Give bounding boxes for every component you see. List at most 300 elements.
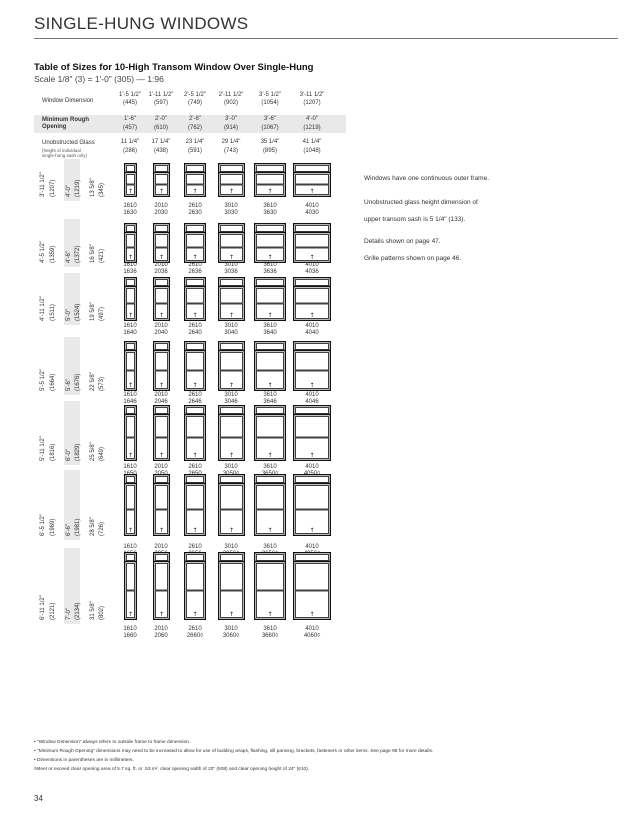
upper-sash <box>220 289 242 304</box>
window-code-width: 2610 <box>188 464 202 470</box>
row-glass-height: 16 5/8" <box>90 244 96 263</box>
transom-sash <box>126 166 134 172</box>
upper-sash <box>257 175 284 185</box>
window-elevation <box>184 405 206 461</box>
window-elevation <box>184 223 206 263</box>
window-code-width: 2610 <box>188 544 202 550</box>
row-glass-height-mm: (649) <box>99 446 105 461</box>
window-code-height: 3040 <box>224 330 238 336</box>
window-code-width: 3610 <box>263 323 277 329</box>
window-code-height: 3630 <box>263 210 277 216</box>
transom-sash <box>257 226 284 232</box>
window-code-height: 4060◊ <box>303 633 321 639</box>
footnote-millimeters: • Dimensions in parentheses are in millimeters. <box>34 758 134 763</box>
window-code-height: 3030 <box>224 210 238 216</box>
window-elevation <box>124 277 137 321</box>
window-code-height: 3636 <box>263 269 277 275</box>
unobstructed-glass-label: Unobstructed Glass <box>42 140 95 146</box>
window-elevation <box>254 277 286 321</box>
window-code-width: 3610 <box>263 464 277 470</box>
transom-sash <box>155 555 167 561</box>
col-rough-opening: 4'-0" <box>306 116 318 122</box>
row-window-dim-mm: (1511) <box>50 304 56 321</box>
row-rough-opening-mm: (1219) <box>75 179 81 197</box>
window-code-width: 4010 <box>305 544 319 550</box>
window-code-height: 4036 <box>305 269 319 275</box>
window-code-height: 2660◊ <box>186 633 204 639</box>
col-glass-height-mm: (743) <box>223 148 238 154</box>
window-code-width: 2610 <box>188 203 202 209</box>
operation-arrow-icon: ↑ <box>309 527 315 534</box>
upper-sash <box>257 353 284 371</box>
upper-sash <box>126 175 134 185</box>
window-code-height: 3640 <box>263 330 277 336</box>
transom-sash <box>220 408 242 414</box>
note-details-page: Details shown on page 47. <box>364 238 441 245</box>
window-code-width: 3610 <box>263 203 277 209</box>
window-code-width: 2010 <box>154 544 168 550</box>
row-glass-height-mm: (726) <box>99 521 105 536</box>
window-code-height: 2046 <box>154 399 168 405</box>
row-glass-height-mm: (497) <box>99 306 105 321</box>
window-elevation <box>124 341 137 391</box>
window-elevation <box>254 405 286 461</box>
operation-arrow-icon: ↑ <box>127 312 133 319</box>
row-window-dim-mm: (1816) <box>50 443 56 461</box>
row-rough-opening-mm: (1829) <box>75 443 81 461</box>
note-grille-page: Grille patterns shown on page 46. <box>364 255 462 262</box>
window-code-height: 3046 <box>224 399 238 405</box>
window-code-width: 3010 <box>224 464 238 470</box>
window-code-width: 1610 <box>123 544 137 550</box>
col-glass-height-mm: (286) <box>122 148 137 154</box>
window-elevation <box>293 341 331 391</box>
col-window-dim: 2'-11 1/2" <box>218 92 244 98</box>
row-rough-opening-mm: (1981) <box>75 518 81 536</box>
transom-sash <box>257 477 284 483</box>
row-rough-opening-mm: (2134) <box>75 602 81 620</box>
row-glass-height: 25 5/8" <box>90 442 96 461</box>
transom-sash <box>257 166 284 172</box>
page-number: 34 <box>34 794 43 803</box>
row-glass-height: 13 5/8" <box>90 178 96 197</box>
window-elevation <box>124 405 137 461</box>
row-window-dim-mm: (1359) <box>50 245 56 263</box>
row-glass-height-mm: (573) <box>99 376 105 391</box>
window-code-width: 2010 <box>154 626 168 632</box>
window-code-width: 2610 <box>188 262 202 268</box>
footnote-window-dimension: • "Window Dimension" always refers to outside frame to frame dimension. <box>34 740 191 745</box>
transom-sash <box>126 280 134 286</box>
window-elevation <box>153 277 170 321</box>
window-code-height: 3060◊ <box>222 633 240 639</box>
window-code-width: 2610 <box>188 626 202 632</box>
operation-arrow-icon: ↑ <box>127 382 133 389</box>
window-code-width: 3610 <box>263 626 277 632</box>
window-elevation <box>124 223 137 263</box>
upper-sash <box>155 564 167 591</box>
operation-arrow-icon: ↑ <box>192 382 198 389</box>
col-glass-height-mm: (1048) <box>303 148 321 154</box>
window-elevation <box>218 552 245 620</box>
operation-arrow-icon: ↑ <box>127 527 133 534</box>
note-glass-height-1: Unobstructed glass height dimension of <box>364 199 478 206</box>
upper-sash <box>220 235 242 248</box>
window-elevation <box>293 277 331 321</box>
window-code-width: 2010 <box>154 392 168 398</box>
upper-sash <box>126 564 134 591</box>
col-rough-opening-mm: (1219) <box>303 125 321 131</box>
operation-arrow-icon: ↑ <box>309 254 315 261</box>
window-code-width: 3610 <box>263 262 277 268</box>
window-elevation <box>184 277 206 321</box>
transom-sash <box>220 226 242 232</box>
transom-sash <box>187 477 204 483</box>
transom-sash <box>296 226 329 232</box>
window-code-height: 1636 <box>123 269 137 275</box>
upper-sash <box>257 564 284 591</box>
window-code-width: 3610 <box>263 544 277 550</box>
row-rough-opening: 7'-0" <box>66 608 72 620</box>
window-elevation <box>153 223 170 263</box>
window-code-width: 4010 <box>305 392 319 398</box>
operation-arrow-icon: ↑ <box>158 452 164 459</box>
window-code-height: 2040 <box>154 330 168 336</box>
row-window-dim: 4'-5 1/2" <box>40 241 46 263</box>
window-elevation <box>218 405 245 461</box>
col-window-dim-mm: (597) <box>153 100 168 106</box>
row-glass-height-mm: (802) <box>99 605 105 620</box>
window-elevation <box>124 474 137 536</box>
row-window-dim: 3'-11 1/2" <box>40 172 46 197</box>
col-glass-height-mm: (438) <box>153 148 168 154</box>
operation-arrow-icon: ↑ <box>158 188 164 195</box>
upper-sash <box>155 353 167 371</box>
window-code-height: 3646 <box>263 399 277 405</box>
transom-sash <box>257 344 284 350</box>
operation-arrow-icon: ↑ <box>309 188 315 195</box>
upper-sash <box>187 564 204 591</box>
window-code-height: 2640 <box>188 330 202 336</box>
window-code-height: 2060 <box>154 633 168 639</box>
transom-sash <box>187 226 204 232</box>
operation-arrow-icon: ↑ <box>127 188 133 195</box>
upper-sash <box>155 417 167 438</box>
window-code-width: 2610 <box>188 323 202 329</box>
operation-arrow-icon: ↑ <box>127 452 133 459</box>
operation-arrow-icon: ↑ <box>158 611 164 618</box>
col-glass-height: 41 1/4" <box>302 139 322 145</box>
transom-sash <box>257 408 284 414</box>
window-elevation <box>254 552 286 620</box>
window-elevation <box>293 405 331 461</box>
operation-arrow-icon: ↑ <box>267 188 273 195</box>
transom-sash <box>155 226 167 232</box>
window-elevation <box>153 474 170 536</box>
col-glass-height: 17 1/4" <box>151 139 171 145</box>
window-elevation <box>293 163 331 197</box>
window-code-width: 4010 <box>305 262 319 268</box>
row-glass-height: 28 5/8" <box>90 517 96 536</box>
col-window-dim-mm: (445) <box>122 100 137 106</box>
row-glass-height-mm: (421) <box>99 248 105 263</box>
operation-arrow-icon: ↑ <box>267 382 273 389</box>
window-code-width: 1610 <box>123 626 137 632</box>
row-window-dim-mm: (1207) <box>50 179 56 197</box>
window-elevation <box>153 341 170 391</box>
window-code-width: 3010 <box>224 626 238 632</box>
operation-arrow-icon: ↑ <box>127 611 133 618</box>
window-code-height: 2646 <box>188 399 202 405</box>
window-code-width: 2610 <box>188 392 202 398</box>
row-rough-opening: 6'-0" <box>66 449 72 461</box>
window-code-height: 2636 <box>188 269 202 275</box>
transom-sash <box>126 408 134 414</box>
col-rough-opening-mm: (762) <box>187 125 202 131</box>
window-elevation <box>218 277 245 321</box>
row-window-dim-mm: (1664) <box>50 373 56 391</box>
window-code-width: 2010 <box>154 203 168 209</box>
window-elevation <box>124 163 137 197</box>
transom-sash <box>187 555 204 561</box>
operation-arrow-icon: ↑ <box>309 611 315 618</box>
operation-arrow-icon: ↑ <box>228 611 234 618</box>
window-code-width: 1610 <box>123 464 137 470</box>
operation-arrow-icon: ↑ <box>158 312 164 319</box>
col-window-dim-mm: (1054) <box>261 100 279 106</box>
window-code-height: 2630 <box>188 210 202 216</box>
window-code-width: 3610 <box>263 392 277 398</box>
upper-sash <box>296 564 329 591</box>
window-elevation <box>153 405 170 461</box>
transom-sash <box>296 408 329 414</box>
col-window-dim-mm: (902) <box>223 100 238 106</box>
row-rough-opening-mm: (1676) <box>75 373 81 391</box>
window-dimension-label: Window Dimension <box>42 98 94 104</box>
transom-sash <box>126 477 134 483</box>
col-window-dim: 2'-5 1/2" <box>184 92 206 98</box>
upper-sash <box>187 175 204 185</box>
window-code-height: 4030 <box>305 210 319 216</box>
window-code-width: 3010 <box>224 323 238 329</box>
col-window-dim: 3'-5 1/2" <box>259 92 281 98</box>
col-window-dim: 1'-11 1/2" <box>148 92 174 98</box>
transom-sash <box>296 344 329 350</box>
transom-sash <box>155 166 167 172</box>
window-elevation <box>218 474 245 536</box>
col-window-dim-mm: (1207) <box>303 100 321 106</box>
upper-sash <box>296 235 329 248</box>
col-window-dim-mm: (749) <box>187 100 202 106</box>
operation-arrow-icon: ↑ <box>192 611 198 618</box>
window-code-height: 1660 <box>123 633 137 639</box>
col-glass-height-mm: (591) <box>187 148 202 154</box>
upper-sash <box>126 289 134 304</box>
row-window-dim: 5'-11 1/2" <box>40 436 46 461</box>
col-window-dim: 1'-5 1/2" <box>119 92 141 98</box>
col-rough-opening-mm: (914) <box>223 125 238 131</box>
col-glass-height: 35 1/4" <box>260 139 280 145</box>
row-glass-height: 19 5/8" <box>90 302 96 321</box>
unobstructed-glass-sub1: (height of individual <box>42 148 81 153</box>
transom-sash <box>187 166 204 172</box>
row-rough-opening-mm: (1372) <box>75 245 81 263</box>
transom-sash <box>296 477 329 483</box>
upper-sash <box>126 417 134 438</box>
col-rough-opening-mm: (610) <box>153 125 168 131</box>
upper-sash <box>296 175 329 185</box>
window-elevation <box>124 552 137 620</box>
operation-arrow-icon: ↑ <box>267 452 273 459</box>
footnote-rough-opening: • "Minimum Rough Opening" dimensions may need to be increased to allow for use of building wraps, flashing, sill panning, brackets, fasteners or other items. See page 98 for more details. <box>34 749 434 754</box>
upper-sash <box>187 289 204 304</box>
window-elevation <box>293 474 331 536</box>
row-glass-height: 22 5/8" <box>90 372 96 391</box>
operation-arrow-icon: ↑ <box>192 312 198 319</box>
upper-sash <box>296 417 329 438</box>
row-window-dim: 5'-5 1/2" <box>40 369 46 391</box>
window-code-width: 2010 <box>154 464 168 470</box>
window-code-width: 3010 <box>224 392 238 398</box>
upper-sash <box>155 175 167 185</box>
upper-sash <box>220 564 242 591</box>
transom-sash <box>187 280 204 286</box>
transom-sash <box>220 555 242 561</box>
row-rough-opening-mm: (1524) <box>75 303 81 321</box>
transom-sash <box>296 166 329 172</box>
operation-arrow-icon: ↑ <box>158 382 164 389</box>
operation-arrow-icon: ↑ <box>228 254 234 261</box>
col-window-dim: 3'-11 1/2" <box>299 92 325 98</box>
operation-arrow-icon: ↑ <box>267 611 273 618</box>
window-elevation <box>218 223 245 263</box>
title-rule <box>34 38 618 39</box>
window-code-height: 3036 <box>224 269 238 275</box>
upper-sash <box>220 175 242 185</box>
transom-sash <box>155 408 167 414</box>
upper-sash <box>187 417 204 438</box>
operation-arrow-icon: ↑ <box>158 527 164 534</box>
upper-sash <box>187 486 204 510</box>
row-rough-opening: 4'-0" <box>66 185 72 197</box>
transom-sash <box>296 280 329 286</box>
window-code-height: 2036 <box>154 269 168 275</box>
row-rough-opening: 6'-6" <box>66 524 72 536</box>
row-window-dim: 6'-5 1/2" <box>40 514 46 536</box>
col-glass-height-mm: (895) <box>262 148 277 154</box>
col-rough-opening: 3'-0" <box>225 116 237 122</box>
operation-arrow-icon: ↑ <box>127 254 133 261</box>
upper-sash <box>220 353 242 371</box>
operation-arrow-icon: ↑ <box>228 188 234 195</box>
row-window-dim-mm: (1969) <box>50 518 56 536</box>
col-rough-opening: 2'-0" <box>155 116 167 122</box>
transom-sash <box>257 555 284 561</box>
row-rough-opening: 4'-6" <box>66 251 72 263</box>
col-rough-opening: 3'-6" <box>264 116 276 122</box>
transom-sash <box>126 344 134 350</box>
window-elevation <box>153 163 170 197</box>
upper-sash <box>155 235 167 248</box>
min-rough-opening-label: Minimum Rough Opening <box>42 117 89 130</box>
operation-arrow-icon: ↑ <box>192 527 198 534</box>
note-glass-height-2: upper transom sash is 5 1/4" (133). <box>364 216 466 223</box>
transom-sash <box>126 226 134 232</box>
upper-sash <box>126 235 134 248</box>
transom-sash <box>187 408 204 414</box>
operation-arrow-icon: ↑ <box>267 312 273 319</box>
page-title: SINGLE-HUNG WINDOWS <box>34 14 249 33</box>
row-window-dim: 4'-11 1/2" <box>40 296 46 321</box>
row-window-dim: 6'-11 1/2" <box>40 595 46 620</box>
upper-sash <box>126 353 134 371</box>
window-code-height: 1646 <box>123 399 137 405</box>
row-rough-opening: 5'-6" <box>66 379 72 391</box>
col-glass-height: 23 1/4" <box>185 139 205 145</box>
window-code-width: 4010 <box>305 626 319 632</box>
transom-sash <box>187 344 204 350</box>
window-code-width: 3010 <box>224 262 238 268</box>
upper-sash <box>126 486 134 510</box>
operation-arrow-icon: ↑ <box>267 527 273 534</box>
transom-sash <box>155 280 167 286</box>
operation-arrow-icon: ↑ <box>267 254 273 261</box>
window-elevation <box>254 163 286 197</box>
upper-sash <box>187 235 204 248</box>
transom-sash <box>220 280 242 286</box>
operation-arrow-icon: ↑ <box>228 527 234 534</box>
operation-arrow-icon: ↑ <box>158 254 164 261</box>
operation-arrow-icon: ↑ <box>228 452 234 459</box>
window-elevation <box>184 341 206 391</box>
operation-arrow-icon: ↑ <box>309 382 315 389</box>
col-glass-height: 11 1/4" <box>120 139 140 145</box>
transom-sash <box>220 166 242 172</box>
col-rough-opening: 2'-6" <box>189 116 201 122</box>
window-elevation <box>218 341 245 391</box>
upper-sash <box>257 417 284 438</box>
upper-sash <box>296 289 329 304</box>
upper-sash <box>155 289 167 304</box>
window-code-height: 1630 <box>123 210 137 216</box>
window-code-width: 2010 <box>154 262 168 268</box>
scale-label: Scale 1/8" (3) = 1'-0" (305) — 1:96 <box>34 74 164 84</box>
upper-sash <box>155 486 167 510</box>
window-code-height: 3660◊ <box>261 633 279 639</box>
window-code-width: 1610 <box>123 323 137 329</box>
transom-sash <box>155 477 167 483</box>
window-code-width: 4010 <box>305 464 319 470</box>
window-elevation <box>293 223 331 263</box>
window-code-height: 2030 <box>154 210 168 216</box>
window-code-width: 4010 <box>305 323 319 329</box>
upper-sash <box>220 417 242 438</box>
row-window-dim-mm: (2121) <box>50 602 56 620</box>
upper-sash <box>257 486 284 510</box>
window-elevation <box>184 163 206 197</box>
operation-arrow-icon: ↑ <box>192 452 198 459</box>
row-glass-height: 31 5/8" <box>90 601 96 620</box>
window-elevation <box>293 552 331 620</box>
transom-sash <box>126 555 134 561</box>
operation-arrow-icon: ↑ <box>192 188 198 195</box>
col-glass-height: 29 1/4" <box>221 139 241 145</box>
operation-arrow-icon: ↑ <box>228 382 234 389</box>
operation-arrow-icon: ↑ <box>228 312 234 319</box>
row-glass-height-mm: (345) <box>99 182 105 197</box>
operation-arrow-icon: ↑ <box>309 312 315 319</box>
window-code-width: 2010 <box>154 323 168 329</box>
